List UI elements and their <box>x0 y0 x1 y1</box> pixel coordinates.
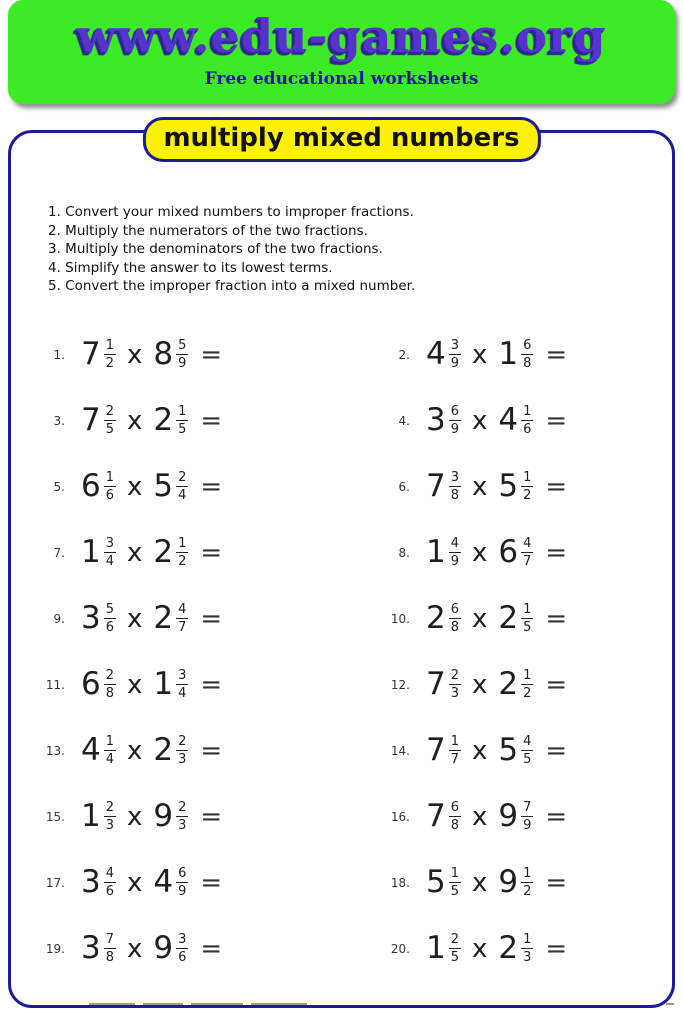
first-whole-number: 2 <box>426 600 446 636</box>
second-fraction-denominator: 2 <box>178 554 187 569</box>
first-fraction <box>104 471 116 502</box>
multiply-operator: x <box>127 537 143 568</box>
first-fraction-numerator: 6 <box>450 404 460 419</box>
second-fraction-numerator: 1 <box>178 404 187 419</box>
second-fraction-denominator: 5 <box>178 422 187 437</box>
multiply-operator: x <box>472 405 488 436</box>
problem-number: 13. <box>45 743 65 758</box>
first-fraction-denominator: 8 <box>450 488 460 503</box>
equals-sign: = <box>545 867 568 898</box>
first-fraction-numerator: 2 <box>105 800 115 815</box>
first-whole-number: 7 <box>81 336 101 372</box>
problem-number: 20. <box>390 941 410 956</box>
problem-number: 14. <box>390 743 410 758</box>
multiply-operator: x <box>472 669 488 700</box>
first-whole-number: 3 <box>81 930 101 966</box>
second-fraction-denominator: 9 <box>178 356 187 371</box>
problem-number: 10. <box>390 611 410 626</box>
second-fraction-denominator: 6 <box>178 950 187 965</box>
problem-item <box>31 454 376 520</box>
second-fraction <box>521 603 533 634</box>
second-fraction <box>521 405 533 436</box>
problem-expression <box>426 534 568 570</box>
problem-item <box>31 850 376 916</box>
second-fraction <box>521 471 533 502</box>
problem-number: 6. <box>398 479 410 494</box>
first-fraction-numerator: 1 <box>105 734 115 749</box>
multiply-operator: x <box>127 603 143 634</box>
multiply-operator: x <box>127 801 143 832</box>
problem-number: 17. <box>45 875 65 890</box>
second-fraction-numerator: 6 <box>523 338 532 353</box>
problem-item <box>376 454 652 520</box>
equals-sign: = <box>200 339 223 370</box>
multiply-operator: x <box>472 537 488 568</box>
equals-sign: = <box>545 933 568 964</box>
second-fraction-denominator: 9 <box>523 818 532 833</box>
second-fraction-denominator: 7 <box>523 554 532 569</box>
equals-sign: = <box>200 471 223 502</box>
first-fraction-denominator: 8 <box>450 818 460 833</box>
first-fraction <box>449 603 461 634</box>
multiply-operator: x <box>472 735 488 766</box>
second-fraction-numerator: 1 <box>178 536 187 551</box>
problem-expression <box>426 864 568 900</box>
multiply-operator: x <box>472 801 488 832</box>
first-fraction-denominator: 4 <box>105 554 115 569</box>
instruction-step: 2. Multiply the numerators of the two fractions. <box>48 222 368 239</box>
first-fraction-numerator: 1 <box>450 734 460 749</box>
first-fraction-numerator: 4 <box>450 536 460 551</box>
multiply-operator: x <box>472 339 488 370</box>
problem-expression <box>81 402 223 438</box>
problem-expression <box>81 864 223 900</box>
second-whole-number: 2 <box>498 666 519 702</box>
first-fraction <box>449 801 461 832</box>
second-whole-number: 5 <box>498 732 519 768</box>
problem-number: 12. <box>390 677 410 692</box>
first-fraction <box>449 669 461 700</box>
first-fraction-numerator: 3 <box>105 536 115 551</box>
second-fraction-numerator: 2 <box>178 800 187 815</box>
equals-sign: = <box>545 405 568 436</box>
equals-sign: = <box>545 603 568 634</box>
second-whole-number: 2 <box>498 930 519 966</box>
second-fraction-denominator: 3 <box>178 752 187 767</box>
first-whole-number: 7 <box>81 402 101 438</box>
second-fraction-numerator: 2 <box>178 470 187 485</box>
second-fraction <box>176 471 188 502</box>
second-whole-number: 9 <box>498 864 519 900</box>
second-fraction-denominator: 7 <box>178 620 187 635</box>
problem-item <box>376 652 652 718</box>
equals-sign: = <box>545 735 568 766</box>
first-whole-number: 3 <box>426 402 446 438</box>
first-fraction <box>104 801 116 832</box>
second-fraction <box>176 339 188 370</box>
first-whole-number: 7 <box>426 798 446 834</box>
problem-number: 7. <box>53 545 65 560</box>
problem-item <box>31 520 376 586</box>
second-fraction-numerator: 1 <box>523 668 532 683</box>
problem-item <box>376 784 652 850</box>
first-whole-number: 7 <box>426 468 446 504</box>
site-banner <box>8 0 675 104</box>
second-fraction-denominator: 2 <box>523 488 532 503</box>
first-whole-number: 4 <box>81 732 101 768</box>
worksheet-title: multiply mixed numbers <box>142 117 540 162</box>
problem-number: 2. <box>398 347 410 362</box>
first-fraction <box>104 603 116 634</box>
problem-number: 11. <box>45 677 65 692</box>
multiply-operator: x <box>472 867 488 898</box>
problem-expression <box>426 402 568 438</box>
first-whole-number: 1 <box>81 534 101 570</box>
second-fraction <box>521 735 533 766</box>
first-fraction-denominator: 5 <box>450 950 460 965</box>
equals-sign: = <box>545 537 568 568</box>
footer-text-fragment <box>191 1003 243 1005</box>
second-fraction <box>521 801 533 832</box>
first-fraction-denominator: 4 <box>105 752 115 767</box>
first-fraction-denominator: 2 <box>105 356 115 371</box>
problem-expression <box>81 468 223 504</box>
first-fraction-numerator: 2 <box>450 932 460 947</box>
second-fraction <box>176 933 188 964</box>
second-fraction-denominator: 9 <box>178 884 187 899</box>
first-fraction-denominator: 9 <box>450 422 460 437</box>
equals-sign: = <box>545 339 568 370</box>
equals-sign: = <box>200 669 223 700</box>
problem-number: 5. <box>53 479 65 494</box>
problem-expression <box>81 732 223 768</box>
first-fraction-numerator: 3 <box>450 338 460 353</box>
second-fraction-numerator: 2 <box>178 734 187 749</box>
second-fraction-numerator: 1 <box>523 470 532 485</box>
first-fraction-denominator: 5 <box>105 422 115 437</box>
problem-number: 3. <box>53 413 65 428</box>
second-whole-number: 9 <box>153 798 174 834</box>
second-fraction-numerator: 3 <box>178 932 187 947</box>
first-fraction-numerator: 1 <box>450 866 460 881</box>
problem-item <box>31 784 376 850</box>
second-whole-number: 1 <box>153 666 174 702</box>
problem-expression <box>81 798 223 834</box>
first-fraction-numerator: 6 <box>450 602 460 617</box>
first-whole-number: 6 <box>81 666 101 702</box>
problem-expression <box>426 732 568 768</box>
first-fraction-numerator: 2 <box>105 404 115 419</box>
second-whole-number: 9 <box>153 930 174 966</box>
first-fraction <box>449 471 461 502</box>
second-fraction <box>176 801 188 832</box>
multiply-operator: x <box>472 471 488 502</box>
first-fraction-denominator: 7 <box>450 752 460 767</box>
first-fraction-numerator: 2 <box>105 668 115 683</box>
problem-expression <box>81 336 223 372</box>
second-fraction-denominator: 4 <box>178 488 187 503</box>
second-fraction-numerator: 3 <box>178 668 187 683</box>
multiply-operator: x <box>127 339 143 370</box>
first-fraction-denominator: 6 <box>105 884 115 899</box>
second-fraction-denominator: 5 <box>523 752 532 767</box>
problem-expression <box>426 600 568 636</box>
second-fraction <box>176 669 188 700</box>
problem-item <box>376 322 652 388</box>
equals-sign: = <box>545 801 568 832</box>
first-fraction <box>449 867 461 898</box>
problem-item <box>376 388 652 454</box>
first-fraction-denominator: 3 <box>450 686 460 701</box>
multiply-operator: x <box>127 933 143 964</box>
second-fraction-denominator: 2 <box>523 884 532 899</box>
second-whole-number: 5 <box>498 468 519 504</box>
first-fraction-denominator: 6 <box>105 488 115 503</box>
first-fraction <box>104 669 116 700</box>
multiply-operator: x <box>127 735 143 766</box>
instruction-step: 4. Simplify the answer to its lowest terms. <box>48 259 333 276</box>
second-fraction-denominator: 5 <box>523 620 532 635</box>
first-fraction-numerator: 3 <box>450 470 460 485</box>
second-whole-number: 2 <box>153 534 174 570</box>
first-fraction <box>449 933 461 964</box>
second-fraction <box>176 867 188 898</box>
problems-grid <box>31 322 652 982</box>
problem-expression <box>426 336 568 372</box>
problem-item <box>376 850 652 916</box>
first-fraction <box>449 537 461 568</box>
first-fraction-numerator: 4 <box>105 866 115 881</box>
first-whole-number: 6 <box>81 468 101 504</box>
problem-item <box>376 718 652 784</box>
multiply-operator: x <box>127 669 143 700</box>
instructions <box>48 203 652 296</box>
second-whole-number: 5 <box>153 468 174 504</box>
first-whole-number: 1 <box>426 534 446 570</box>
first-whole-number: 5 <box>426 864 446 900</box>
first-whole-number: 4 <box>426 336 446 372</box>
problem-expression <box>426 798 568 834</box>
first-fraction <box>449 405 461 436</box>
second-fraction <box>176 603 188 634</box>
equals-sign: = <box>200 405 223 436</box>
problem-number: 8. <box>398 545 410 560</box>
second-fraction-numerator: 1 <box>523 866 532 881</box>
first-whole-number: 1 <box>426 930 446 966</box>
second-fraction-numerator: 1 <box>523 932 532 947</box>
second-fraction-denominator: 4 <box>178 686 187 701</box>
first-fraction-denominator: 8 <box>450 620 460 635</box>
first-whole-number: 1 <box>81 798 101 834</box>
multiply-operator: x <box>127 867 143 898</box>
first-fraction <box>104 933 116 964</box>
second-fraction <box>176 537 188 568</box>
second-fraction-numerator: 1 <box>523 404 532 419</box>
equals-sign: = <box>200 801 223 832</box>
second-fraction-numerator: 4 <box>178 602 187 617</box>
problem-item <box>376 586 652 652</box>
second-fraction-denominator: 3 <box>178 818 187 833</box>
second-whole-number: 2 <box>153 732 174 768</box>
second-fraction <box>521 933 533 964</box>
second-whole-number: 1 <box>498 336 519 372</box>
second-fraction-numerator: 7 <box>523 800 532 815</box>
second-fraction-denominator: 8 <box>523 356 532 371</box>
instruction-step: 5. Convert the improper fraction into a mixed number. <box>48 278 416 294</box>
problem-item <box>31 388 376 454</box>
second-fraction <box>521 339 533 370</box>
equals-sign: = <box>200 867 223 898</box>
first-fraction-denominator: 9 <box>450 554 460 569</box>
problem-number: 1. <box>53 347 65 362</box>
problem-number: 18. <box>390 875 410 890</box>
second-whole-number: 2 <box>153 402 174 438</box>
equals-sign: = <box>200 735 223 766</box>
second-fraction-denominator: 3 <box>523 950 532 965</box>
first-fraction-numerator: 7 <box>105 932 115 947</box>
first-fraction-denominator: 6 <box>105 620 115 635</box>
problem-number: 16. <box>390 809 410 824</box>
first-fraction <box>104 339 116 370</box>
footer-text-fragment <box>251 1003 307 1005</box>
first-fraction-denominator: 3 <box>105 818 115 833</box>
equals-sign: = <box>200 933 223 964</box>
footer-text-fragment <box>666 1003 674 1005</box>
first-fraction-denominator: 9 <box>450 356 460 371</box>
second-fraction-numerator: 5 <box>178 338 187 353</box>
first-whole-number: 3 <box>81 864 101 900</box>
second-fraction <box>521 537 533 568</box>
problem-expression <box>426 930 568 966</box>
problem-item <box>31 652 376 718</box>
second-fraction-numerator: 4 <box>523 734 532 749</box>
first-fraction-numerator: 5 <box>105 602 115 617</box>
footer-text-fragment <box>89 1003 135 1005</box>
problem-item <box>31 718 376 784</box>
second-whole-number: 9 <box>498 798 519 834</box>
equals-sign: = <box>200 603 223 634</box>
problem-number: 4. <box>398 413 410 428</box>
first-fraction <box>449 339 461 370</box>
first-whole-number: 3 <box>81 600 101 636</box>
second-fraction <box>521 867 533 898</box>
first-fraction <box>449 735 461 766</box>
second-fraction <box>176 405 188 436</box>
multiply-operator: x <box>472 933 488 964</box>
second-fraction <box>521 669 533 700</box>
problem-item <box>31 916 376 982</box>
first-fraction-denominator: 5 <box>450 884 460 899</box>
footer-text-fragment <box>143 1003 183 1005</box>
problem-number: 9. <box>53 611 65 626</box>
site-subtitle: Free educational worksheets <box>204 69 479 89</box>
multiply-operator: x <box>472 603 488 634</box>
problem-item <box>376 520 652 586</box>
second-whole-number: 6 <box>498 534 519 570</box>
instruction-step: 1. Convert your mixed numbers to improper fractions. <box>48 204 414 220</box>
problem-item <box>31 586 376 652</box>
multiply-operator: x <box>127 471 143 502</box>
problem-expression <box>81 534 223 570</box>
first-fraction-numerator: 1 <box>105 470 115 485</box>
second-whole-number: 4 <box>153 864 174 900</box>
first-whole-number: 7 <box>426 732 446 768</box>
footer-clipped-text <box>11 1000 683 1005</box>
first-fraction <box>104 537 116 568</box>
second-fraction-numerator: 1 <box>523 602 532 617</box>
problem-expression <box>81 666 223 702</box>
equals-sign: = <box>545 471 568 502</box>
first-fraction-numerator: 2 <box>450 668 460 683</box>
first-fraction-denominator: 8 <box>105 950 115 965</box>
first-fraction-numerator: 6 <box>450 800 460 815</box>
equals-sign: = <box>200 537 223 568</box>
problem-item <box>31 322 376 388</box>
second-whole-number: 2 <box>153 600 174 636</box>
first-whole-number: 7 <box>426 666 446 702</box>
first-fraction <box>104 867 116 898</box>
problem-expression <box>81 930 223 966</box>
instruction-step: 3. Multiply the denominators of the two fractions. <box>48 241 383 257</box>
problem-item <box>376 916 652 982</box>
problem-expression <box>426 468 568 504</box>
second-fraction-denominator: 2 <box>523 686 532 701</box>
multiply-operator: x <box>127 405 143 436</box>
second-fraction-numerator: 4 <box>523 536 532 551</box>
equals-sign: = <box>545 669 568 700</box>
second-fraction-numerator: 6 <box>178 866 187 881</box>
second-whole-number: 4 <box>498 402 519 438</box>
first-fraction <box>104 405 116 436</box>
second-fraction-denominator: 6 <box>523 422 532 437</box>
worksheet-panel <box>8 123 675 1008</box>
first-fraction-denominator: 8 <box>105 686 115 701</box>
problem-expression <box>81 600 223 636</box>
site-title: www.edu-games.org <box>76 9 607 63</box>
second-whole-number: 2 <box>498 600 519 636</box>
first-fraction <box>104 735 116 766</box>
problem-number: 15. <box>45 809 65 824</box>
second-whole-number: 8 <box>153 336 174 372</box>
problem-expression <box>426 666 568 702</box>
second-fraction <box>176 735 188 766</box>
problem-number: 19. <box>45 941 65 956</box>
first-fraction-numerator: 1 <box>105 338 115 353</box>
